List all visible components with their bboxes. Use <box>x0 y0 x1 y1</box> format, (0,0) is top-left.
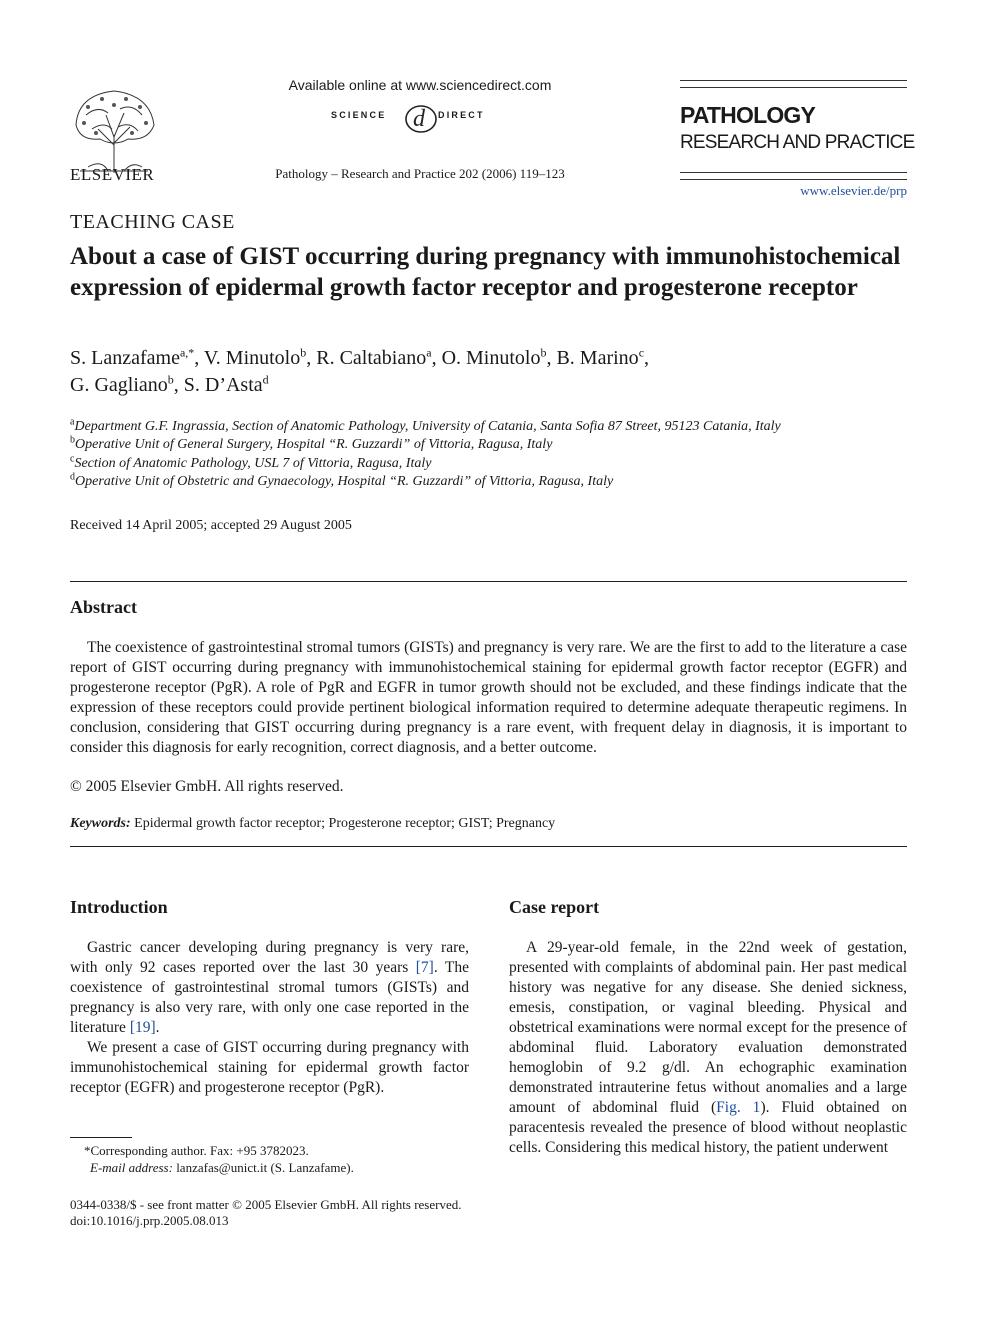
abstract-text: The coexistence of gastrointestinal stromal tumors (GISTs) and pregnancy is very rare. We are the first to add to the literature a case report of GIST occurring during pregnancy with immunohistochemical staining for epidermal growth factor receptor (EGFR) and progesterone receptor (PgR). A role of PgR and EGFR in tumor growth should not be excluded, and these findings indicate that the expression of these receptors could provide pertinent biological information required to determine adequate therapeutic regimens. In conclusion, considering that GIST occurring during pregnancy is a rare event, with frequent delay in diagnosis, it is important to consider this diagnosis for early recognition, correct diagnosis, and a better outcome. <box>70 639 907 756</box>
publisher-name: ELSEVIER <box>70 165 155 184</box>
journal-title-rule-top <box>680 80 907 88</box>
author-sup[interactable]: c <box>638 345 645 360</box>
author-sup[interactable]: a,* <box>179 345 195 360</box>
affiliation-text: Operative Unit of Obstetric and Gynaecology, Hospital “R. Guzzardi” of Vittoria, Ragusa, Italy <box>75 474 614 489</box>
affiliation <box>70 473 920 491</box>
author-name[interactable]: S. Lanzafame <box>70 347 180 369</box>
journal-title-rule-bottom <box>680 172 907 180</box>
abstract-rule-bottom <box>70 846 907 847</box>
case-report-heading: Case report <box>509 897 600 917</box>
journal-url-link[interactable]: www.elsevier.de/prp <box>800 183 907 198</box>
keywords <box>70 816 555 832</box>
affiliation-text: Section of Anatomic Pathology, USL 7 of Vittoria, Ragusa, Italy <box>74 456 432 471</box>
introduction-heading: Introduction <box>70 897 168 917</box>
abstract-heading: Abstract <box>70 597 137 617</box>
journal-title-line1: PATHOLOGY <box>680 102 816 128</box>
keywords-text: Epidermal growth factor receptor; Progesterone receptor; GIST; Pregnancy <box>134 816 556 831</box>
affiliation <box>70 418 920 436</box>
author-name[interactable]: O. Minutolo <box>441 347 541 369</box>
email-note <box>70 1159 354 1177</box>
text-run: . The coexistence of gastrointestinal stromal tumors (GISTs) and pregnancy is also very rare, with only one case reported in the literature <box>70 959 469 1036</box>
author-sup[interactable]: b <box>167 372 174 387</box>
affiliation-sup: d <box>70 471 75 483</box>
figure-link[interactable]: Fig. 1 <box>716 1099 761 1116</box>
sciencedirect-right-word: DIRECT <box>438 110 485 120</box>
section-type: TEACHING CASE <box>70 211 235 233</box>
author-name[interactable]: B. Marino <box>556 347 639 369</box>
author-sup[interactable]: b <box>540 345 547 360</box>
introduction-column <box>70 938 469 1098</box>
case-report-paragraph <box>509 938 907 1158</box>
author-name[interactable]: V. Minutolo <box>203 347 301 369</box>
sciencedirect-left-word: SCIENCE <box>331 110 387 120</box>
available-online-text[interactable]: Available online at www.sciencedirect.com <box>288 77 552 93</box>
affiliation <box>70 455 920 473</box>
affiliation-sup: a <box>70 416 75 428</box>
author-sup[interactable]: a <box>426 345 432 360</box>
text-run: . <box>155 1019 160 1036</box>
author-list-line2: G. Gagliano$^b$, S. D’Asta$^d$ <box>70 372 269 396</box>
email-value[interactable]: lanzafas@unict.it (S. Lanzafame). <box>172 1160 354 1175</box>
keywords-label: Keywords: <box>70 816 131 831</box>
abstract-rule-top <box>70 581 907 582</box>
doi[interactable]: doi:10.1016/j.prp.2005.08.013 <box>70 1213 229 1228</box>
received-dates: Received 14 April 2005; accepted 29 August 2005 <box>70 518 352 533</box>
sciencedirect-logo-icon <box>403 99 439 135</box>
introduction-paragraph <box>70 938 469 1038</box>
abstract-copyright: © 2005 Elsevier GmbH. All rights reserved. <box>70 778 344 795</box>
affiliation-sup: b <box>70 434 75 446</box>
author-sup[interactable]: b <box>300 345 307 360</box>
text-run: A 29-year-old female, in the 22nd week of gestation, presented with complaints of abdominal pain. Her past medical history was negative for any disease. She denied sickness, emesis, constipation, or vaginal bleeding. Physical and obstetrical examinations were normal except for the presence of abdominal fluid. Laboratory evaluation demonstrated hemoglobin of 9.2 g/dl. An echographic examination demonstrated intrauterine fetus without anomalies and a large amount of abdominal fluid ( <box>509 939 907 1116</box>
author-list-line1: S. Lanzafame$^{a,*}$, V. Minutolo$^b$, R. Caltabiano$^a$, O. Minutolo$^b$, B. Marino$^c$, <box>70 345 650 369</box>
affiliation-sup: c <box>70 453 75 465</box>
reference-link[interactable]: [7] <box>415 959 434 976</box>
author-name[interactable]: G. Gagliano <box>70 374 168 396</box>
footnote-rule <box>70 1137 132 1138</box>
front-matter-note: 0344-0338/$ - see front matter © 2005 Elsevier GmbH. All rights reserved. <box>70 1197 462 1212</box>
journal-citation: Pathology – Research and Practice 202 (2006) 119–123 <box>275 166 565 181</box>
corresponding-author-note: *Corresponding author. Fax: +95 3782023. <box>84 1143 309 1158</box>
affiliation <box>70 436 920 454</box>
svg-text:d: d <box>413 106 425 132</box>
reference-link[interactable]: [19] <box>129 1019 156 1036</box>
journal-title-line2: RESEARCH AND PRACTICE <box>680 132 915 153</box>
case-report-column <box>509 938 907 1158</box>
affiliation-text: Operative Unit of General Surgery, Hospital “R. Guzzardi” of Vittoria, Ragusa, Italy <box>75 437 553 452</box>
article-title: About a case of GIST occurring during pregnancy with immunohistochemical expression of epidermal growth factor receptor and progesterone receptor <box>70 243 901 301</box>
text-run: Gastric cancer developing during pregnancy is very rare, with only 92 cases reported over the last 30 years <box>70 939 469 976</box>
affiliation-text: Department G.F. Ingrassia, Section of Anatomic Pathology, University of Catania, Santa Sofia 87 Street, 95123 Catania, Italy <box>74 419 781 434</box>
author-name[interactable]: R. Caltabiano <box>316 347 427 369</box>
introduction-paragraph: We present a case of GIST occurring during pregnancy with immunohistochemical staining for epidermal growth factor receptor (EGFR) and progesterone receptor (PgR). <box>70 1039 469 1096</box>
author-sup[interactable]: d <box>262 372 269 387</box>
email-label: E-mail address: <box>90 1160 173 1175</box>
text-run: ). Fluid obtained on paracentesis revealed the presence of blood without neoplastic cells. Considering this medical history, the patient underwent <box>509 1099 907 1156</box>
author-name[interactable]: S. D’Asta <box>183 374 263 396</box>
